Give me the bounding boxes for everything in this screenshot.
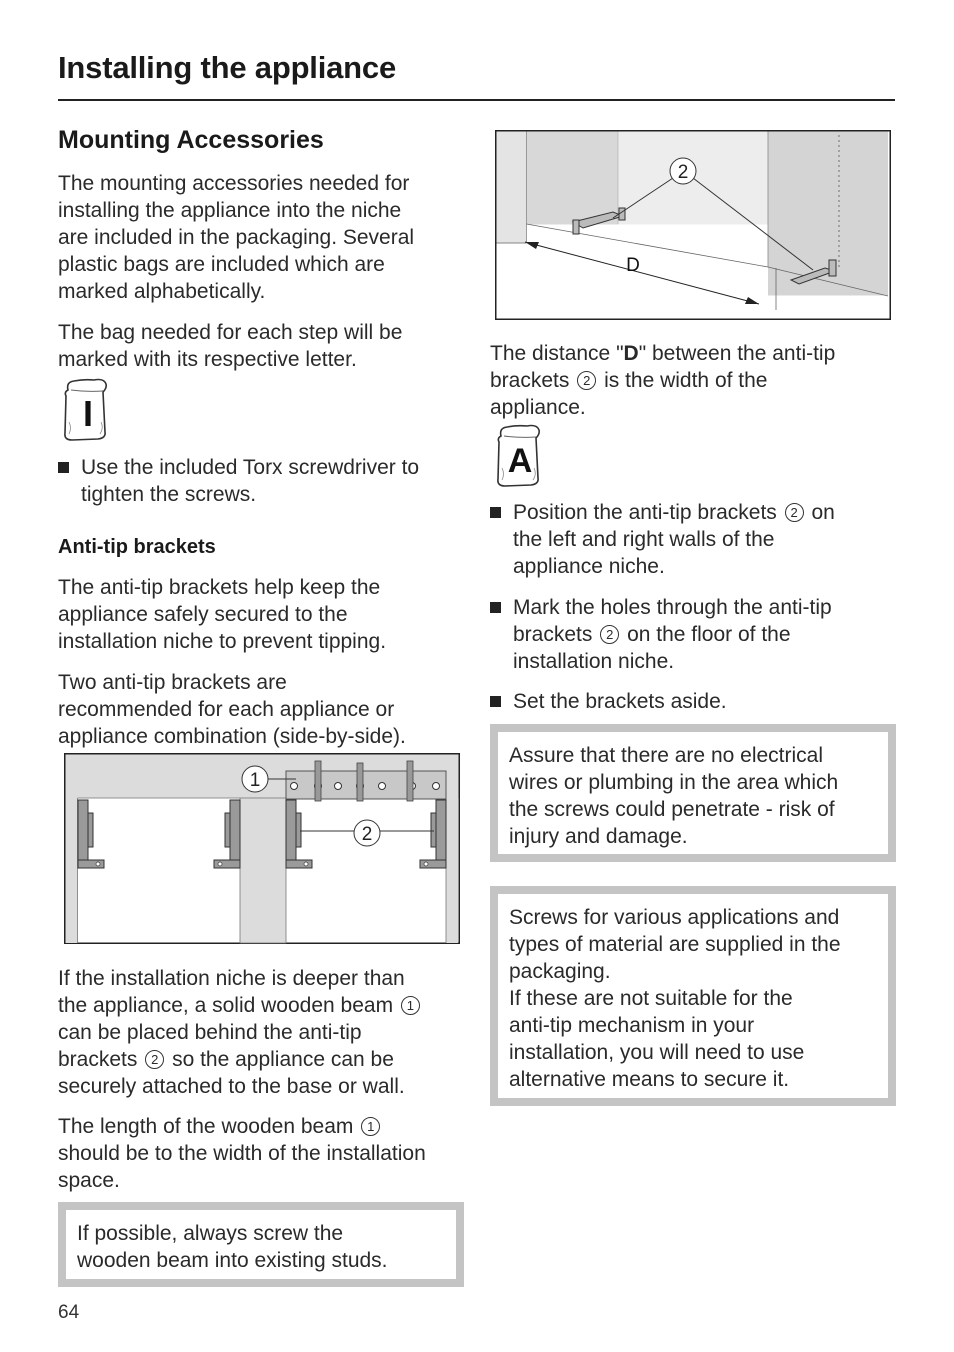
studs-note xyxy=(58,1202,464,1287)
text-line: marked with its respective letter. xyxy=(58,348,357,371)
number-badge: 1 xyxy=(401,996,420,1015)
beam-length-paragraph xyxy=(58,1113,468,1194)
text-line: can be placed behind the anti-tip xyxy=(58,1021,362,1044)
text-line: appliance niche. xyxy=(513,555,665,578)
title-divider xyxy=(58,99,895,101)
text-line: If the installation niche is deeper than xyxy=(58,967,405,990)
position-bullet xyxy=(490,499,913,580)
bag-i-icon xyxy=(60,376,110,442)
page-number: 64 xyxy=(58,1302,80,1323)
mark-holes-bullet xyxy=(490,594,913,675)
text-line: Position the anti-tip brackets 2 on xyxy=(513,501,835,524)
number-badge: 2 xyxy=(577,371,596,390)
dimension-d-label: D xyxy=(626,255,640,276)
distance-paragraph xyxy=(490,340,890,421)
text-line: The bag needed for each step will be xyxy=(58,321,403,344)
text-line: the screws could penetrate - risk of xyxy=(509,798,835,821)
text-line: anti-tip mechanism in your xyxy=(509,1014,755,1037)
text-line: Assure that there are no electrical xyxy=(509,744,823,767)
set-aside-bullet xyxy=(490,688,913,715)
bag-letter: A xyxy=(507,442,533,480)
text-line: are included in the packaging. Several xyxy=(58,226,415,249)
text-line: wooden beam into existing studs. xyxy=(77,1249,388,1272)
two-brackets-paragraph xyxy=(58,669,468,750)
number-badge: 2 xyxy=(785,503,804,522)
text-line: should be to the width of the installation xyxy=(58,1142,426,1165)
text-line: packaging. xyxy=(509,960,611,983)
text-line: The anti-tip brackets help keep the xyxy=(58,576,381,599)
screws-note xyxy=(490,886,896,1106)
text-line: installing the appliance into the niche xyxy=(58,199,402,222)
number-badge: 1 xyxy=(361,1117,380,1136)
antitip-paragraph xyxy=(58,574,468,655)
text-line: Mark the holes through the anti-tip xyxy=(513,596,832,619)
bag-paragraph xyxy=(58,319,468,373)
text-line: space. xyxy=(58,1169,120,1192)
text-line: appliance combination (side-by-side). xyxy=(58,725,406,748)
text-line: injury and damage. xyxy=(509,825,688,848)
text-line: brackets 2 on the floor of the xyxy=(513,623,791,646)
callout-1: 1 xyxy=(249,770,261,791)
text-line: Screws for various applications and xyxy=(509,906,840,929)
text-line: The length of the wooden beam 1 xyxy=(58,1113,468,1140)
text-line: wires or plumbing in the area which xyxy=(509,771,839,794)
text-line: tighten the screws. xyxy=(81,483,257,506)
warning-note xyxy=(490,724,896,862)
text-line: installation niche. xyxy=(513,650,675,673)
bag-letter: I xyxy=(82,393,94,434)
text-line: brackets 2 so the appliance can be xyxy=(58,1048,394,1071)
section-title: Mounting Accessories xyxy=(58,126,324,154)
callout-2: 2 xyxy=(677,162,689,183)
text-line: The distance "D" between the anti-tip xyxy=(490,342,836,365)
text-line: If possible, always screw the xyxy=(77,1222,344,1245)
text-line: marked alphabetically. xyxy=(58,280,266,303)
text-line: plastic bags are included which are xyxy=(58,253,385,276)
text-line: types of material are supplied in the xyxy=(509,933,841,956)
text-line: alternative means to secure it. xyxy=(509,1068,790,1091)
text-line: brackets 2 is the width of the xyxy=(490,369,768,392)
callout-2: 2 xyxy=(361,824,373,845)
text-line: Set the brackets aside. xyxy=(513,690,727,713)
text-line: recommended for each appliance or xyxy=(58,698,395,721)
text-line: appliance. xyxy=(490,396,586,419)
text-line: installation, you will need to use xyxy=(509,1041,805,1064)
intro-paragraph xyxy=(58,170,468,305)
number-badge: 2 xyxy=(600,625,619,644)
subsection-title: Anti-tip brackets xyxy=(58,536,216,558)
text-line: the appliance, a solid wooden beam 1 xyxy=(58,992,468,1019)
text-line: Two anti-tip brackets are xyxy=(58,671,287,694)
text-line: Use the included Torx screwdriver to xyxy=(81,456,420,479)
text-line: The mounting accessories needed for xyxy=(58,172,410,195)
number-badge: 2 xyxy=(145,1050,164,1069)
distance-figure xyxy=(495,130,891,320)
page-title: Installing the appliance xyxy=(58,50,396,85)
deeper-niche-paragraph xyxy=(58,965,468,1100)
beam-figure xyxy=(64,753,460,944)
text-line: If these are not suitable for the xyxy=(509,987,793,1010)
torx-bullet xyxy=(58,454,491,508)
text-line: securely attached to the base or wall. xyxy=(58,1075,405,1098)
bag-a-icon xyxy=(493,422,543,488)
text-line: the left and right walls of the xyxy=(513,528,775,551)
text-line: appliance safely secured to the xyxy=(58,603,348,626)
text-line: installation niche to prevent tipping. xyxy=(58,630,387,653)
